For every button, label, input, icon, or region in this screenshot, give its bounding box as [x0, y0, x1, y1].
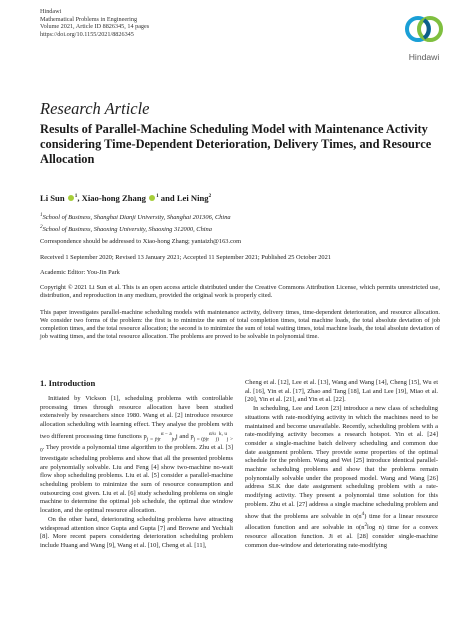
hindawi-logo — [396, 12, 452, 62]
paragraph: Cheng et al. [12], Lee et al. [13], Wang and Wang [14], Cheng [15], Wu et al. [16], Yin et al. [17], Zhao and Tang [18], Lai and Lee [19], Miao et al. [20], Yin et al. [21], and Yin et al. [22]. — [245, 379, 438, 404]
author-affil-sup: 1 — [74, 193, 78, 200]
author-separator: and — [158, 193, 177, 203]
orcid-icon[interactable] — [149, 195, 155, 201]
article-title: Results of Parallel-Machine Scheduling Model with Maintenance Activity considering Time-Dependent Deterioration, Delivery Times, and Resource Allocation — [40, 122, 432, 166]
left-column — [40, 395, 233, 551]
academic-editor: Academic Editor: You-Jin Park — [40, 269, 120, 276]
affil-text: School of Business, Shaoxing University, Shaoxing 312000, China — [42, 225, 212, 233]
author-affil-sup: 2 — [208, 193, 212, 200]
affiliations — [40, 211, 231, 234]
affil-sup: 2 — [40, 223, 43, 230]
author-name[interactable]: Xiao-hong Zhang — [81, 193, 146, 203]
author-list — [40, 193, 211, 203]
correspondence: Correspondence should be addressed to Xiao-hong Zhang; yantaizh@163.com — [40, 238, 242, 245]
volume-info: Volume 2021, Article ID 8826345, 14 pages — [40, 23, 150, 31]
doi-link[interactable]: https://doi.org/10.1155/2021/8826345 — [40, 30, 134, 38]
paragraph: In scheduling, Lee and Leon [23] introduce a new class of scheduling situations with rate-modifying activity in which the machines need to be maintained and become unavailable. Recently, scheduling problem with a rate-modifying activity becomes a research hotspot. Yin et al. [24] consider a single-machine batch delivery scheduling and common due date assignment problem. They provide some properties of the optimal schedule for the problem. Wang and Wei [25] introduce identical parallel-machine scheduling problems and show that the problems remain polynomially solvable under the proposed model. Wang and Wang [26] address SLK due date assignment scheduling problem with a rate-modifying activity. They present a polynomial time solution for this problem. Zhu et al. [27] address a single machine scheduling problem and show that the problems are solvable in $o(n^4)$ time for a linear resource allocation function and are solvable in $o(n^2\log$ n) time for a convex resource allocation function. Ji et al. [28] consider single-machine common due-window and deteriorating rate-modifying — [245, 405, 439, 549]
affil-sup: 1 — [40, 212, 43, 218]
article-type: Research Article — [40, 99, 150, 118]
affiliation-line — [40, 223, 231, 235]
journal-header — [40, 8, 149, 38]
affiliation-line — [40, 211, 231, 223]
author-affil-sup: 1 — [156, 193, 159, 200]
section-heading: 1. Introduction — [40, 378, 96, 388]
abstract: This paper investigates parallel-machine scheduling models with maintenance activity, delivery times, time-dependent deterioration, and resource allocation. We consider two forms of the problem: the first is to minimize the sum of total completion times, total machine loads, the total absolute deviation of job completion times, and the total resource allocation; the second is to minimize the sum of total waiting times, total machine loads, the total absolute deviation of job waiting times, and the total resource allocation. The problems are proved to be solvable in polynomial time. — [40, 309, 440, 340]
paragraph: On the other hand, deteriorating scheduling problems have attracting widespread attention since Gupta and Gupta [7] and Browne and Yechiali [8]. More recent papers considering deterioration scheduling problem include Huang and Wang [9], Wang et al. [10], Cheng et al. [11], — [40, 515, 233, 549]
author-separator: , — [77, 193, 82, 203]
author-name[interactable]: Li Sun — [40, 193, 65, 203]
paragraph: Initiated by Vickson [1], scheduling problems with controllable processing times through resource allocation have been studied extensively by researchers since 1980. Wang et al. [2] introduce resource allocation scheduling with learning effect. They analyse the problem with two different processing time functions $p_{j = p̄jr}^{\alpha - a}_{ju}j$ and $p_{j = (p̄jr}^{\alpha/u}_{j)}^{k, u}_{j > 0}$. They provide a polynomial time algorithm to the problem. Zhu et al. [3] investigate scheduling problems and show that all the presented problems are polynomially solvable. Liu and Feng [4] show two-machine no-wait flow shop scheduling problems. Liu et al. [5] consider a parallel-machine scheduling problem to minimize the sum of resource consumption and outsourcing cost given. Liu et al. [6] study scheduling problems on single machine to determine the optimal job schedule, the optimal due window location, and the optimal resource allocation. — [40, 395, 234, 515]
right-column — [245, 379, 438, 551]
author-name[interactable]: Lei Ning — [176, 193, 209, 203]
copyright-notice: Copyright © 2021 Li Sun et al. This is an open access article distributed under the Creative Commons Attribution License, which permits unrestricted use, distribution, and reproduction in any medium, provided the original work is properly cited. — [40, 284, 440, 300]
affil-text: School of Business, Shanghai Dianji University, Shanghai 201306, China — [42, 214, 231, 222]
publisher-name: Hindawi — [40, 8, 62, 15]
orcid-icon[interactable] — [68, 195, 74, 201]
journal-name: Mathematical Problems in Engineering — [40, 15, 138, 23]
hindawi-logo-mark-icon — [404, 12, 444, 46]
logo-text: Hindawi — [408, 52, 440, 62]
article-dates: Received 1 September 2020; Revised 13 January 2021; Accepted 11 September 2021; Published 25 October 2021 — [40, 254, 332, 261]
